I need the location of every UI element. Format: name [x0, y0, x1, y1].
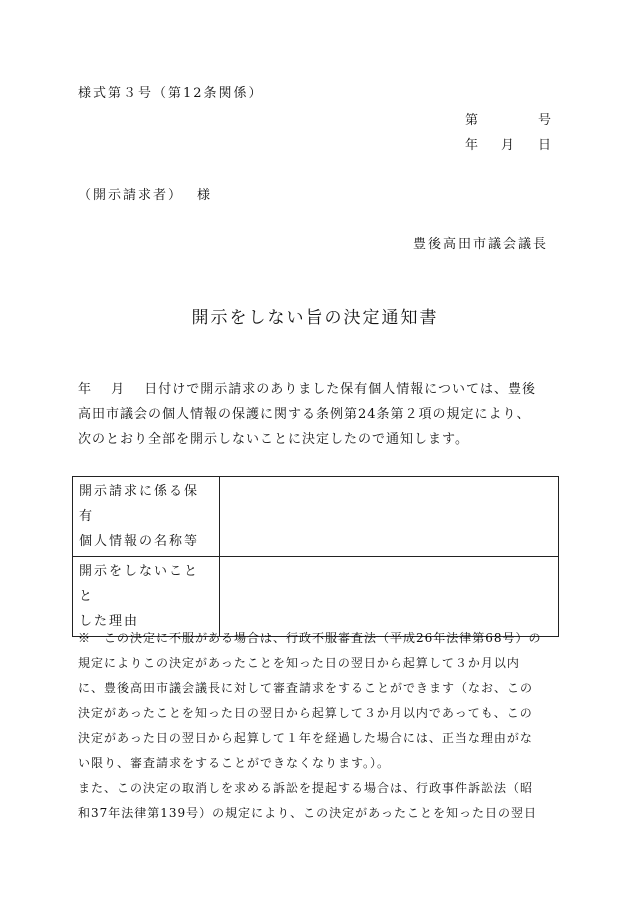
document-number-suffix: 号: [538, 113, 552, 128]
note-line: 決定があった日の翌日から起算して１年を経過した場合には、正当な理由がな: [78, 731, 533, 745]
note-line: 規定によりこの決定があったことを知った日の翌日から起算して３か月以内: [78, 656, 520, 670]
header-line: 開示請求に係る保: [79, 484, 200, 499]
body-line: 年 月 日付けで開示請求のありました保有個人情報については、豊後: [78, 382, 537, 397]
body-line: 高田市議会の個人情報の保護に関する条例第24条第２項の規定により、: [78, 407, 531, 422]
table-value-cell: [220, 477, 559, 557]
note-line: に、豊後高田市議会議長に対して審査請求をすることができます（なお、この: [78, 681, 534, 695]
table-value-cell: [220, 557, 559, 637]
recipient-honorific: 様: [197, 188, 213, 203]
appeal-note: [78, 626, 552, 826]
note-line: ※ この決定に不服がある場合は、行政不服審査法（平成26年法律第68号）の: [78, 631, 542, 645]
form-number: 様式第３号（第12条関係）: [78, 86, 264, 101]
recipient-label: （開示請求者）: [78, 188, 184, 203]
note-line: また、この決定の取消しを求める訴訟を提起する場合は、行政事件訴訟法（昭: [78, 781, 534, 795]
table-header-cell: [73, 477, 220, 557]
date-month-label: 月: [501, 138, 515, 153]
document-title: 開示をしない旨の決定通知書: [191, 308, 439, 328]
document-number-label: 第: [465, 113, 479, 128]
issuer-name: 豊後高田市議会議長: [412, 237, 548, 252]
information-table: [72, 476, 559, 637]
header-line: した理由: [79, 614, 140, 629]
notice-body: [78, 377, 550, 452]
date-day-label: 日: [538, 138, 552, 153]
note-line: 決定があったことを知った日の翌日から起算して３か月以内であっても、この: [78, 706, 533, 720]
note-line: 和37年法律第139号）の規定により、この決定があったことを知った日の翌日: [78, 806, 538, 820]
table-row: [73, 557, 559, 637]
table-header-cell: [73, 557, 220, 637]
header-line: と: [79, 589, 95, 604]
table-row: [73, 477, 559, 557]
header-line: 個人情報の名称等: [79, 534, 200, 549]
header-line: 開示をしないこと: [79, 564, 200, 579]
date-year-label: 年: [465, 138, 479, 153]
note-line: い限り、審査請求をすることができなくなります。）。: [78, 756, 391, 770]
body-line: 次のとおり全部を開示しないことに決定したので通知します。: [78, 432, 469, 447]
header-line: 有: [79, 509, 95, 524]
recipient-line: [78, 184, 212, 203]
